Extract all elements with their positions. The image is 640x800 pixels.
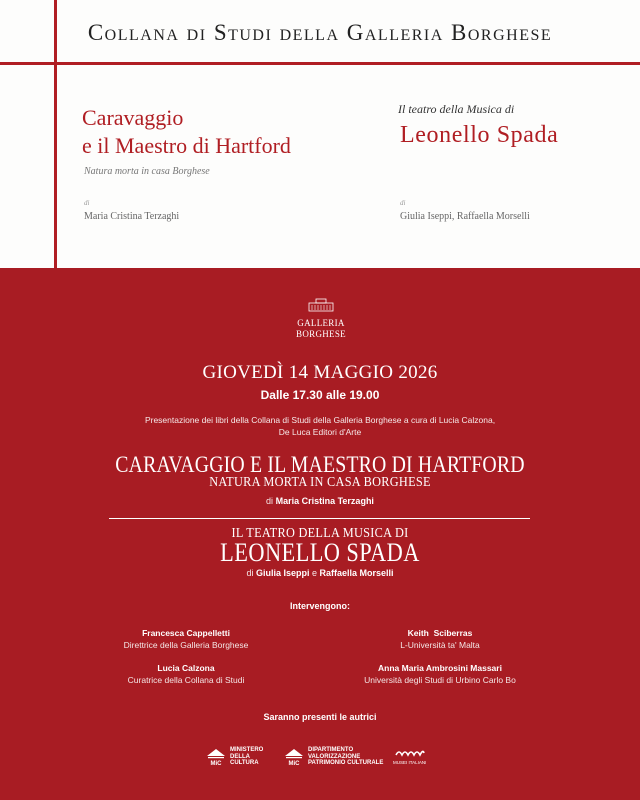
speaker-item — [310, 662, 570, 686]
ministry-line1: MINISTERO — [230, 747, 264, 754]
logo-wordmark — [296, 318, 346, 340]
book1-subtitle: NATURA MORTA IN CASA BORGHESE — [209, 475, 431, 490]
book1-card-by: di — [84, 199, 90, 207]
speaker-name: Lucia Calzona — [157, 663, 215, 673]
department-line3: PATRIMONIO CULTURALE — [308, 760, 384, 767]
book2-by: di — [246, 568, 254, 578]
speaker-role: Università degli Studi di Urbino Carlo Bo — [364, 675, 516, 685]
section-divider — [109, 518, 530, 519]
footer-logos — [0, 745, 640, 769]
book1-title: CARAVAGGIO E IL MAESTRO DI HARTFORD — [115, 452, 525, 477]
department-text — [308, 747, 383, 767]
dipartimento-logo — [283, 745, 383, 769]
department-line2: VALORIZZAZIONE — [308, 753, 361, 760]
speaker-item — [56, 662, 316, 686]
galleria-borghese-logo — [296, 298, 346, 344]
speaker-name: Anna Maria Ambrosini Massari — [378, 663, 502, 673]
book2-card-pretitle: Il teatro della Musica di — [398, 102, 515, 116]
book1-card-author: Maria Cristina Terzaghi — [84, 211, 180, 222]
department-emblem-icon — [283, 747, 305, 767]
series-title: Collana di Studi della Galleria Borghese — [87, 20, 553, 45]
logo-line1: GALLERIA — [297, 318, 345, 328]
book2-author2: Raffaella Morselli — [319, 568, 394, 578]
vertical-red-rule — [54, 0, 57, 268]
book1-card-subtitle: Natura morta in casa Borghese — [84, 166, 210, 177]
speaker-role: Direttrice della Galleria Borghese — [123, 640, 249, 650]
ministry-line3: CULTURA — [230, 760, 259, 767]
event-red-panel — [0, 268, 640, 800]
logo-line2: BORGHESE — [296, 329, 346, 339]
book2-byline — [0, 568, 640, 578]
department-mark-text: MiC — [288, 761, 300, 767]
book2-and: e — [312, 568, 318, 578]
musei-wave-icon — [395, 748, 425, 758]
horizontal-red-rule — [0, 62, 640, 65]
speaker-role: Curatrice della Collana di Studi — [127, 675, 245, 685]
book2-title: LEONELLO SPADA — [220, 538, 420, 567]
event-presentation — [0, 414, 640, 438]
book2-card-authors: Giulia Iseppi, Raffaella Morselli — [400, 211, 530, 222]
musei-italiani-logo — [393, 745, 426, 769]
book1-card-title — [82, 104, 382, 160]
book1-card-title-line1: Caravaggio — [82, 105, 184, 130]
book2-card-by: di — [400, 199, 406, 207]
event-time: Dalle 17.30 alle 19.00 — [260, 388, 380, 402]
ministry-text — [230, 747, 263, 767]
speaker-name: Keith Sciberras — [407, 628, 473, 638]
ministry-mark-text: MiC — [210, 761, 222, 767]
villa-building-icon — [308, 298, 334, 312]
closing-note: Saranno presenti le autrici — [263, 712, 377, 722]
book2-pretitle: IL TEATRO DELLA MUSICA DI — [231, 526, 409, 541]
ministry-emblem-icon — [205, 747, 227, 767]
speaker-item — [56, 627, 316, 651]
ministero-cultura-logo — [205, 745, 263, 769]
speaker-role: L-Università ta' Malta — [400, 640, 480, 650]
event-date: GIOVEDÌ 14 MAGGIO 2026 — [202, 362, 438, 383]
speakers-heading: Intervengono: — [290, 601, 350, 611]
department-line1: DIPARTIMENTO — [308, 747, 354, 754]
presentation-line2: De Luca Editori d'Arte — [278, 427, 362, 437]
ministry-line2: DELLA — [230, 753, 250, 760]
book1-card-title-line2: e il Maestro di Hartford — [82, 133, 291, 158]
presentation-line1: Presentazione dei libri della Collana di Studi della Galleria Borghese a cura di Lucia Calzona, — [144, 415, 496, 425]
book2-author1: Giulia Iseppi — [255, 568, 310, 578]
book1-by: di — [266, 496, 274, 506]
book1-byline — [0, 496, 640, 506]
book2-card-title: Leonello Spada — [400, 122, 559, 148]
speaker-name: Francesca Cappelletti — [142, 628, 230, 638]
top-white-panel — [0, 0, 640, 268]
book1-author: Maria Cristina Terzaghi — [275, 496, 374, 506]
musei-text: MUSEI ITALIANI — [393, 759, 427, 765]
speaker-item — [310, 627, 570, 651]
